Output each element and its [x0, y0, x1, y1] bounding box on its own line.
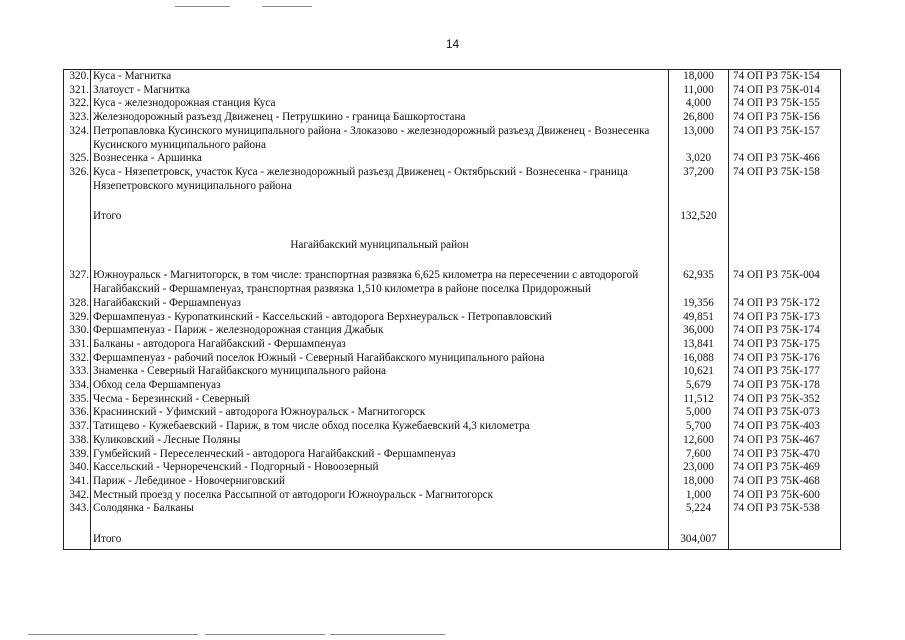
road-id-code: 74 ОП РЗ 75К-600	[729, 489, 841, 503]
road-id-code: 74 ОП РЗ 75К-156	[729, 111, 841, 125]
road-length-km: 49,851	[669, 311, 729, 325]
road-length-km: 11,000	[669, 84, 729, 98]
row-number: 333.	[64, 365, 91, 379]
road-name: Знаменка - Северный Нагайбакского муниципального района	[91, 365, 669, 379]
table-row	[64, 84, 841, 98]
road-id-code: 74 ОП РЗ 75К-172	[729, 297, 841, 311]
road-length-km: 5,679	[669, 379, 729, 393]
total-km: 132,520	[669, 207, 729, 227]
road-name: Краснинский - Уфимский - автодорога Южноуральск - Магнитогорск	[91, 406, 669, 420]
road-length-km: 4,000	[669, 97, 729, 111]
road-name: Фершампенуаз - Париж - железнодорожная станция Джабык	[91, 324, 669, 338]
road-id-code: 74 ОП РЗ 75К-177	[729, 365, 841, 379]
road-id-code: 74 ОП РЗ 75К-538	[729, 502, 841, 516]
road-id-code: 74 ОП РЗ 75К-158	[729, 166, 841, 193]
road-id-code: 74 ОП РЗ 75К-155	[729, 97, 841, 111]
row-number: 339.	[64, 448, 91, 462]
road-name: Гумбейский - Переселенческий - автодорога Нагайбакский - Фершампенуаз	[91, 448, 669, 462]
road-length-km: 19,356	[669, 297, 729, 311]
bottom-rule-left	[28, 634, 198, 635]
road-length-km: 62,935	[669, 269, 729, 296]
row-number: 332.	[64, 352, 91, 366]
road-id-code: 74 ОП РЗ 75К-004	[729, 269, 841, 296]
table-row	[64, 269, 841, 296]
table-row	[64, 365, 841, 379]
table-row	[64, 502, 841, 516]
road-id-code: 74 ОП РЗ 75К-073	[729, 406, 841, 420]
rows-section-a	[64, 70, 841, 194]
road-length-km: 7,600	[669, 448, 729, 462]
road-name: Вознесенка - Аршинка	[91, 152, 669, 166]
road-name: Фершампенуаз - Куропаткинский - Кассельский - автодорога Верхнеуральск - Петропавловский	[91, 311, 669, 325]
table-row	[64, 352, 841, 366]
road-name: Куликовский - Лесные Поляны	[91, 434, 669, 448]
table-row	[64, 311, 841, 325]
road-id-code: 74 ОП РЗ 75К-403	[729, 420, 841, 434]
row-number: 325.	[64, 152, 91, 166]
road-id-code: 74 ОП РЗ 75К-469	[729, 461, 841, 475]
road-length-km: 13,000	[669, 125, 729, 152]
total-num-cell	[64, 207, 91, 227]
district-row	[64, 227, 841, 270]
table-row	[64, 125, 841, 152]
total-section-a	[64, 193, 841, 269]
bottom-rule-mid	[205, 634, 325, 635]
road-length-km: 11,512	[669, 393, 729, 407]
row-number: 335.	[64, 393, 91, 407]
road-id-code: 74 ОП РЗ 75К-154	[729, 70, 841, 84]
road-name: Обход села Фершампенуаз	[91, 379, 669, 393]
road-length-km: 5,224	[669, 502, 729, 516]
table-row	[64, 461, 841, 475]
road-name: Златоуст - Магнитка	[91, 84, 669, 98]
table-row	[64, 434, 841, 448]
bottom-rule-right	[330, 634, 445, 635]
total-label: Итого	[91, 530, 669, 550]
total-code-cell	[729, 530, 841, 550]
table-row	[64, 97, 841, 111]
table-row	[64, 324, 841, 338]
row-number: 324.	[64, 125, 91, 152]
road-id-code: 74 ОП РЗ 75К-352	[729, 393, 841, 407]
road-id-code: 74 ОП РЗ 75К-173	[729, 311, 841, 325]
road-id-code: 74 ОП РЗ 75К-468	[729, 475, 841, 489]
road-name: Кассельский - Чернореченский - Подгорный - Новоозерный	[91, 461, 669, 475]
total-num-cell	[64, 530, 91, 550]
road-length-km: 36,000	[669, 324, 729, 338]
row-number: 323.	[64, 111, 91, 125]
table-row	[64, 448, 841, 462]
row-number: 330.	[64, 324, 91, 338]
road-id-code: 74 ОП РЗ 75К-470	[729, 448, 841, 462]
road-id-code: 74 ОП РЗ 75К-178	[729, 379, 841, 393]
total-label: Итого	[91, 207, 669, 227]
road-name: Фершампенуаз - рабочий поселок Южный - Северный Нагайбакского муниципального района	[91, 352, 669, 366]
road-id-code: 74 ОП РЗ 75К-174	[729, 324, 841, 338]
table-row	[64, 393, 841, 407]
table-row	[64, 420, 841, 434]
table-row	[64, 489, 841, 503]
table-row	[64, 338, 841, 352]
row-number: 320.	[64, 70, 91, 84]
road-id-code: 74 ОП РЗ 75К-466	[729, 152, 841, 166]
road-length-km: 10,621	[669, 365, 729, 379]
table-row	[64, 379, 841, 393]
table-row	[64, 406, 841, 420]
road-length-km: 26,800	[669, 111, 729, 125]
road-name: Татищево - Кужебаевский - Париж, в том числе обход поселка Кужебаевский 4,3 километра	[91, 420, 669, 434]
road-id-code: 74 ОП РЗ 75К-175	[729, 338, 841, 352]
table-row	[64, 166, 841, 193]
row-number: 336.	[64, 406, 91, 420]
road-length-km: 1,000	[669, 489, 729, 503]
road-length-km: 13,841	[669, 338, 729, 352]
row-number: 340.	[64, 461, 91, 475]
road-name: Солодянка - Балканы	[91, 502, 669, 516]
row-number: 337.	[64, 420, 91, 434]
total-row-b	[64, 530, 841, 550]
page-number: 14	[445, 37, 460, 51]
table-row	[64, 297, 841, 311]
road-name: Куса - железнодорожная станция Куса	[91, 97, 669, 111]
row-number: 334.	[64, 379, 91, 393]
road-length-km: 3,020	[669, 152, 729, 166]
table-row	[64, 111, 841, 125]
table-row	[64, 70, 841, 84]
road-name: Куса - Магнитка	[91, 70, 669, 84]
road-name: Чесма - Березинский - Северный	[91, 393, 669, 407]
top-rule-right	[262, 6, 312, 7]
road-name: Нагайбакский - Фершампенуаз	[91, 297, 669, 311]
row-number: 326.	[64, 166, 91, 193]
road-length-km: 37,200	[669, 166, 729, 193]
road-name: Железнодорожный разъезд Движенец - Петрушкино - граница Башкортостана	[91, 111, 669, 125]
road-id-code: 74 ОП РЗ 75К-467	[729, 434, 841, 448]
row-number: 343.	[64, 502, 91, 516]
row-number: 329.	[64, 311, 91, 325]
road-name: Куса - Нязепетровск, участок Куса - железнодорожный разъезд Движенец - Октябрьский - Вознесенка - граница Нязепетровского муниципального района	[91, 166, 669, 193]
total-code-cell	[729, 207, 841, 227]
row-number: 328.	[64, 297, 91, 311]
row-number: 338.	[64, 434, 91, 448]
row-number: 342.	[64, 489, 91, 503]
road-length-km: 5,700	[669, 420, 729, 434]
road-name: Петропавловка Кусинского муниципального района - Злоказово - железнодорожный разъезд Движенец - Вознесенка Кусинского муниципального района	[91, 125, 669, 152]
table-row	[64, 475, 841, 489]
spacer-row	[64, 193, 841, 207]
row-number: 327.	[64, 269, 91, 296]
top-rule-left	[175, 6, 230, 7]
road-id-code: 74 ОП РЗ 75К-176	[729, 352, 841, 366]
road-length-km: 23,000	[669, 461, 729, 475]
road-id-code: 74 ОП РЗ 75К-157	[729, 125, 841, 152]
table-row	[64, 152, 841, 166]
road-name: Париж - Лебединое - Новочерниговский	[91, 475, 669, 489]
row-number: 322.	[64, 97, 91, 111]
row-number: 321.	[64, 84, 91, 98]
road-name: Балканы - автодорога Нагайбакский - Фершампенуаз	[91, 338, 669, 352]
road-name: Местный проезд у поселка Рассыпной от автодороги Южноуральск - Магнитогорск	[91, 489, 669, 503]
road-length-km: 16,088	[669, 352, 729, 366]
district-heading: Нагайбакский муниципальный район	[91, 227, 669, 270]
roads-table	[63, 69, 841, 550]
road-name: Южноуральск - Магнитогорск, в том числе: транспортная развязка 6,625 километра на пересечении с автодорогой Нагайбакский - Фершампенуаз, транспортная развязка 1,510 километра в районе поселка Придорожный	[91, 269, 669, 296]
total-section-b	[64, 516, 841, 550]
row-number: 331.	[64, 338, 91, 352]
rows-section-b	[64, 269, 841, 516]
road-length-km: 18,000	[669, 70, 729, 84]
road-length-km: 12,600	[669, 434, 729, 448]
row-number: 341.	[64, 475, 91, 489]
total-km: 304,007	[669, 530, 729, 550]
road-length-km: 5,000	[669, 406, 729, 420]
road-id-code: 74 ОП РЗ 75К-014	[729, 84, 841, 98]
spacer-row	[64, 516, 841, 530]
total-row-a	[64, 207, 841, 227]
road-length-km: 18,000	[669, 475, 729, 489]
